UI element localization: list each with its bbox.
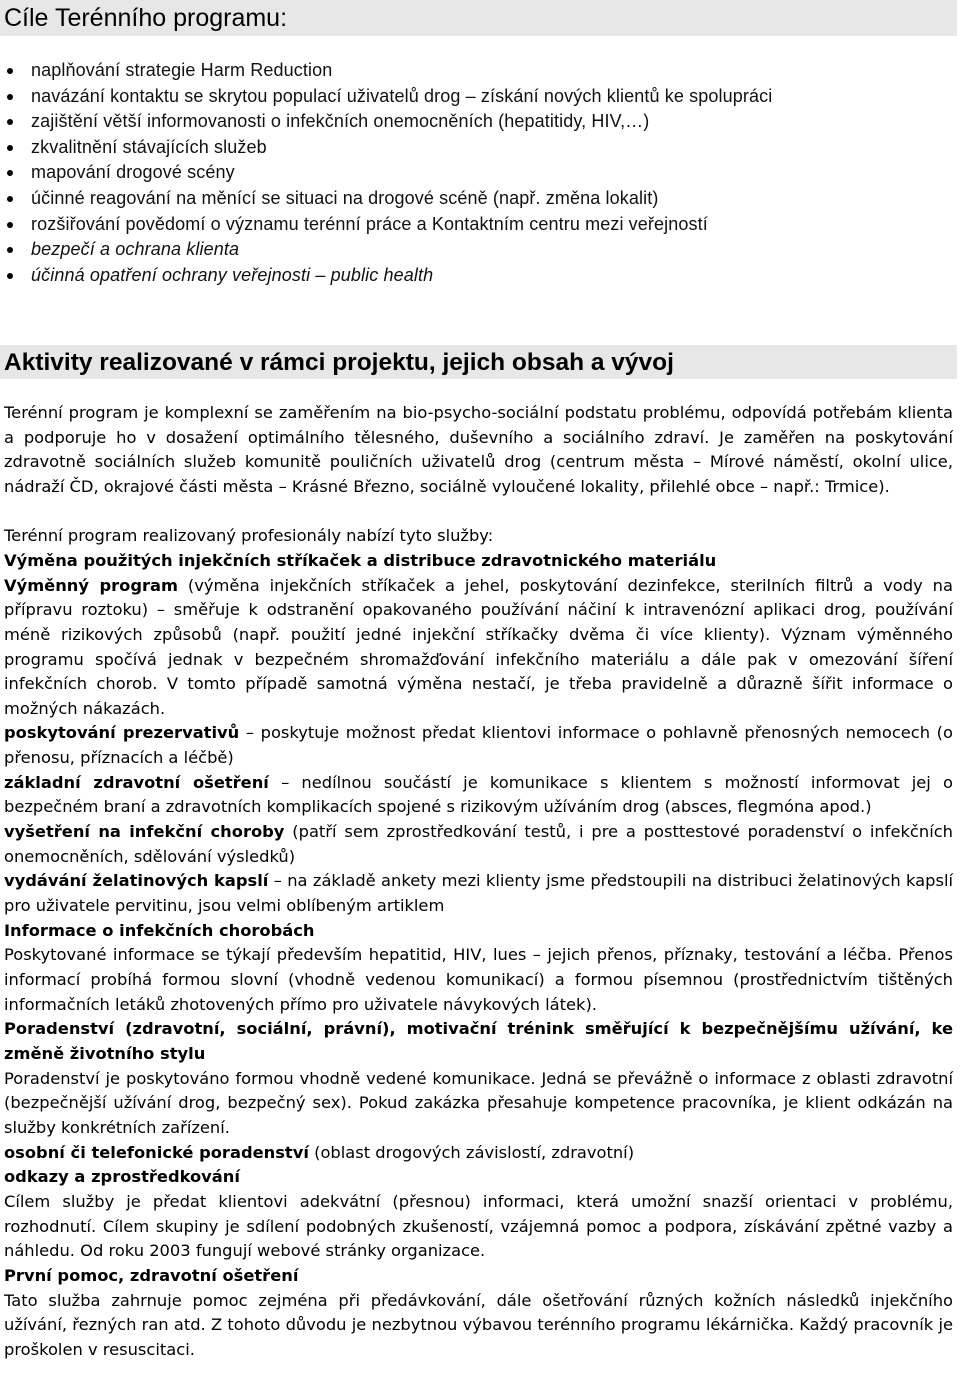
list-item: mapování drogové scény (0, 160, 772, 186)
condoms-paragraph (4, 721, 953, 770)
exchange-text: (výměna injekčních stříkaček a jehel, poskytování dezinfekce, sterilních filtrů a vody na přípravu roztoku) – směřuje k odstranění opakovaného používání náčiní k intravenózní aplikaci drog, používání méně rizikových způsobů (např. použití jedné injekční stříkačky dvěma či více klienty). Význam výměnného programu spočívá jednak v bezpečném shromažďování infekčního materiálu a dále pak v omezování šíření infekčních chorob. V tomto případě samotná výměna nestačí, je třeba pravidelně a důrazně šířit informace o možných nákazách. (4, 575, 953, 718)
testing-paragraph (4, 820, 953, 869)
activities-heading: Aktivity realizované v rámci projektu, jejich obsah a vývoj (0, 345, 957, 379)
capsules-text: – na základě ankety mezi klienty jsme předstoupili na distribuci želatinových kapslí pro uživatele pervitinu, jsou velmi oblíbeným artiklem (4, 871, 953, 916)
info-heading (4, 919, 953, 944)
counseling-heading-text: Poradenství (zdravotní, sociální, právní), motivační trénink směřující k bezpečnějšímu užívání, ke změně životního stylu (4, 1019, 953, 1063)
referral-paragraph: Cílem služby je předat klientovi adekvátní (přesnou) informaci, která umožní snazší orientaci v problému, rozhodnutí. Cílem skupiny je sdílení podobných zkušeností, vzájemná pomoc a podpora, získávání zpětné vazby a náhledu. Od roku 2003 fungují webové stránky organizace. (4, 1191, 953, 1261)
list-item: účinné reagování na měnící se situaci na drogové scéně (např. změna lokalit) (0, 186, 772, 212)
list-item: zajištění větší informovanosti o infekčních onemocněních (hepatitidy, HIV,…) (0, 109, 772, 135)
aid-heading (4, 1264, 953, 1289)
exchange-term: Výměnný program (4, 575, 178, 595)
referral-heading-text: odkazy a zprostředkování (4, 1167, 240, 1187)
condoms-term: poskytování prezervativů (4, 723, 240, 743)
phone-paragraph (4, 1141, 953, 1166)
goals-list (0, 58, 772, 288)
firstaid-paragraph (4, 771, 953, 820)
goals-heading: Cíle Terénního programu: (0, 0, 957, 36)
list-item: naplňování strategie Harm Reduction (0, 58, 772, 84)
capsules-term: vydávání želatinových kapslí (4, 871, 269, 891)
activities-body (4, 401, 953, 1363)
testing-text: (patří sem zprostředkování testů, i pre a posttestové poradenství o infekčních onemocněních, sdělování výsledků) (4, 822, 953, 866)
aid-paragraph: Tato služba zahrnuje pomoc zejména při předávkování, dále ošetřování různých kožních následků injekčního užívání, řezných ran atd. Z tohoto důvodu je nezbytnou výbavou terénního programu lékárnička. Každý pracovník je proškolen v resuscitaci. (4, 1290, 953, 1359)
phone-term: osobní či telefonické poradenství (4, 1142, 309, 1162)
exchange-heading (4, 549, 953, 574)
counseling-paragraph: Poradenství je poskytováno formou vhodně vedené komunikace. Jedná se převážně o informace z oblasti zdravotní (bezpečnější užívání drog, bezpečný sex). Pokud zakázka přesahuje kompetence pracovníka, je klient odkázán na služby konkrétních zařízení. (4, 1068, 953, 1137)
info-heading-text: Informace o infekčních chorobách (4, 920, 315, 940)
counseling-heading (4, 1017, 953, 1066)
testing-term: vyšetření na infekční choroby (4, 822, 285, 842)
exchange-heading-text: Výměna použitých injekčních stříkaček a distribuce zdravotnického materiálu (4, 550, 717, 570)
list-item: zkvalitnění stávajících služeb (0, 135, 772, 161)
list-item: účinná opatření ochrany veřejnosti – public health (0, 263, 772, 289)
list-item: rozšiřování povědomí o významu terénní práce a Kontaktním centru mezi veřejností (0, 212, 772, 238)
aid-heading-text: První pomoc, zdravotní ošetření (4, 1265, 299, 1285)
exchange-paragraph (4, 574, 953, 722)
info-paragraph: Poskytované informace se týkají především hepatitid, HIV, lues – jejich přenos, příznaky, testování a léčba. Přenos informací probíhá formou slovní (vhodně vedenou komunikací) a formou písemnou (prostřednictvím tištěných informačních letáků zhotovených přímo pro uživatele návykových látek). (4, 945, 953, 1014)
services-heading: Terénní program realizovaný profesionály nabízí tyto služby: (4, 526, 494, 546)
intro-paragraph: Terénní program je komplexní se zaměřením na bio-psycho-sociální podstatu problému, odpovídá potřebám klienta a podporuje ho v dosažení optimálního tělesného, duševního a sociálního zdraví. Je zaměřen na poskytování zdravotně sociálních služeb komunitě pouličních uživatelů drog (centrum města – Mírové náměstí, okolní ulice, nádraží ČD, okrajové části města – Krásné Březno, sociálně vyloučené lokality, přilehlé obce – např.: Trmice). (4, 403, 953, 496)
capsules-paragraph (4, 869, 953, 918)
condoms-text: – poskytuje možnost předat klientovi informace o pohlavně přenosných nemocech (o přenosu, příznacích a léčbě) (4, 723, 953, 768)
referral-heading (4, 1165, 953, 1190)
firstaid-term: základní zdravotní ošetření (4, 772, 269, 792)
spacer (4, 500, 953, 525)
list-item: navázání kontaktu se skrytou populací uživatelů drog – získání nových klientů ke spolupráci (0, 84, 772, 110)
firstaid-text: – nedílnou součástí je komunikace s klientem s možností informovat jej o bezpečném braní a zdravotních komplikacích spojené s rizikovým užíváním drog (absces, flegmóna apod.) (4, 772, 953, 817)
list-item: bezpečí a ochrana klienta (0, 237, 772, 263)
phone-text: (oblast drogových závislostí, zdravotní) (308, 1142, 635, 1162)
